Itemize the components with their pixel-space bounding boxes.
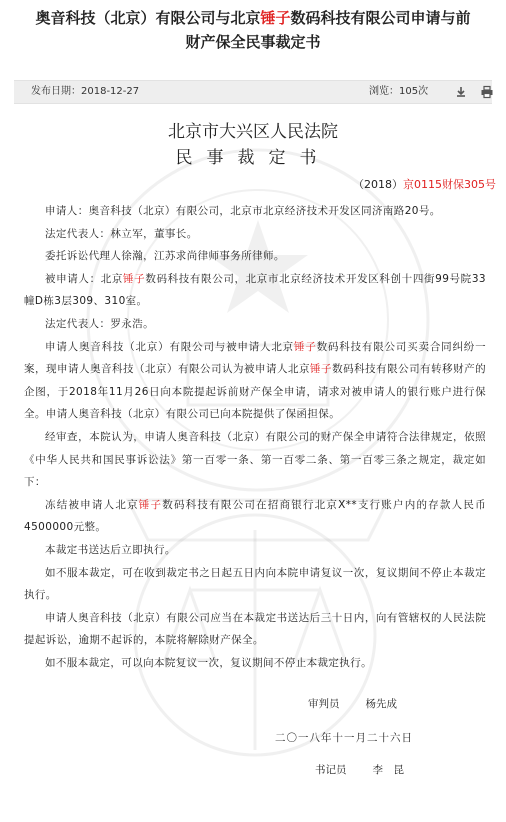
clerk-signature xyxy=(315,760,404,780)
review-notice: 如不服本裁定，可以向本院复议一次，复议期间不停止本裁定执行。 xyxy=(45,656,372,669)
judge-role: 审判员 xyxy=(308,698,340,710)
keyword-highlight: 锤子 xyxy=(123,272,146,285)
case-facts: 申请人奥音科技（北京）有限公司与被申请人北京锤子数码科技有限公司买卖合同纠纷一案，现申请人奥音科技（北京）有限公司认为被申请人北京锤子数码科技有限公司有转移财产的企图，于2018年11月26日向本院提起诉前财产保全申请，请求对被申请人的银行账户进行保全。申请人奥音科技（北京）有限公司已向本院提供了保函担保。 xyxy=(24,340,486,421)
document-body xyxy=(24,200,486,674)
ruling-freeze: 冻结被申请人北京锤子数码科技有限公司在招商银行北京X**支行账户内的存款人民币4500000元整。 xyxy=(24,498,486,534)
title-text: 数码科技有限公司申请与前 xyxy=(290,9,471,27)
ruling-date: 二〇一八年十一月二十六日 xyxy=(275,732,413,744)
keyword-highlight: 锤子 xyxy=(294,340,317,353)
clerk-name: 李 昆 xyxy=(372,764,404,776)
respondent: 被申请人：北京锤子数码科技有限公司，北京市北京经济技术开发区科创十四街99号院33幢D栋3层309、310室。 xyxy=(24,272,486,308)
ruling-execution: 本裁定书送达后立即执行。 xyxy=(45,543,176,556)
keyword-highlight: 锤子 xyxy=(138,498,163,511)
document-type: 民事裁定书 xyxy=(175,148,331,168)
judge-name: 杨先成 xyxy=(365,698,397,710)
title-text-line2: 财产保全民事裁定书 xyxy=(185,33,321,51)
applicant-representative: 法定代表人：林立军，董事长。 xyxy=(45,227,198,240)
keyword-highlight: 锤子 xyxy=(310,363,333,376)
publish-date: 发布日期：2018-12-27 xyxy=(31,86,140,97)
judge-signature xyxy=(308,694,397,714)
clerk-role: 书记员 xyxy=(315,764,347,776)
applicant: 申请人：奥音科技（北京）有限公司，北京市北京经济技术开发区同济南路20号。 xyxy=(45,205,441,217)
case-prefix: （2018） xyxy=(353,178,403,191)
view-count: 浏览：105次 xyxy=(369,86,429,97)
applicant-agent: 委托诉讼代理人徐瀚，江苏求尚律师事务所律师。 xyxy=(45,250,285,263)
title-keyword: 锤子 xyxy=(260,9,291,27)
court-review: 经审查，本院认为，申请人奥音科技（北京）有限公司的财产保全申请符合法律规定，依照《中华人民共和国民事诉讼法》第一百零一条、第一百零二条、第一百零三条之规定，裁定如下： xyxy=(24,430,486,489)
case-number xyxy=(353,176,496,194)
appeal-notice: 如不服本裁定，可在收到裁定书之日起五日内向本院申请复议一次，复议期间不停止本裁定执行。 xyxy=(24,566,486,602)
court-name: 北京市大兴区人民法院 xyxy=(168,122,338,142)
title-text: 奥音科技（北京）有限公司与北京 xyxy=(35,9,261,27)
lawsuit-deadline: 申请人奥音科技（北京）有限公司应当在本裁定书送达后三十日内，向有管辖权的人民法院提起诉讼，逾期不起诉的，本院将解除财产保全。 xyxy=(24,611,486,647)
respondent-representative: 法定代表人：罗永浩。 xyxy=(45,317,154,330)
case-number-red: 京0115财保305号 xyxy=(403,178,496,191)
